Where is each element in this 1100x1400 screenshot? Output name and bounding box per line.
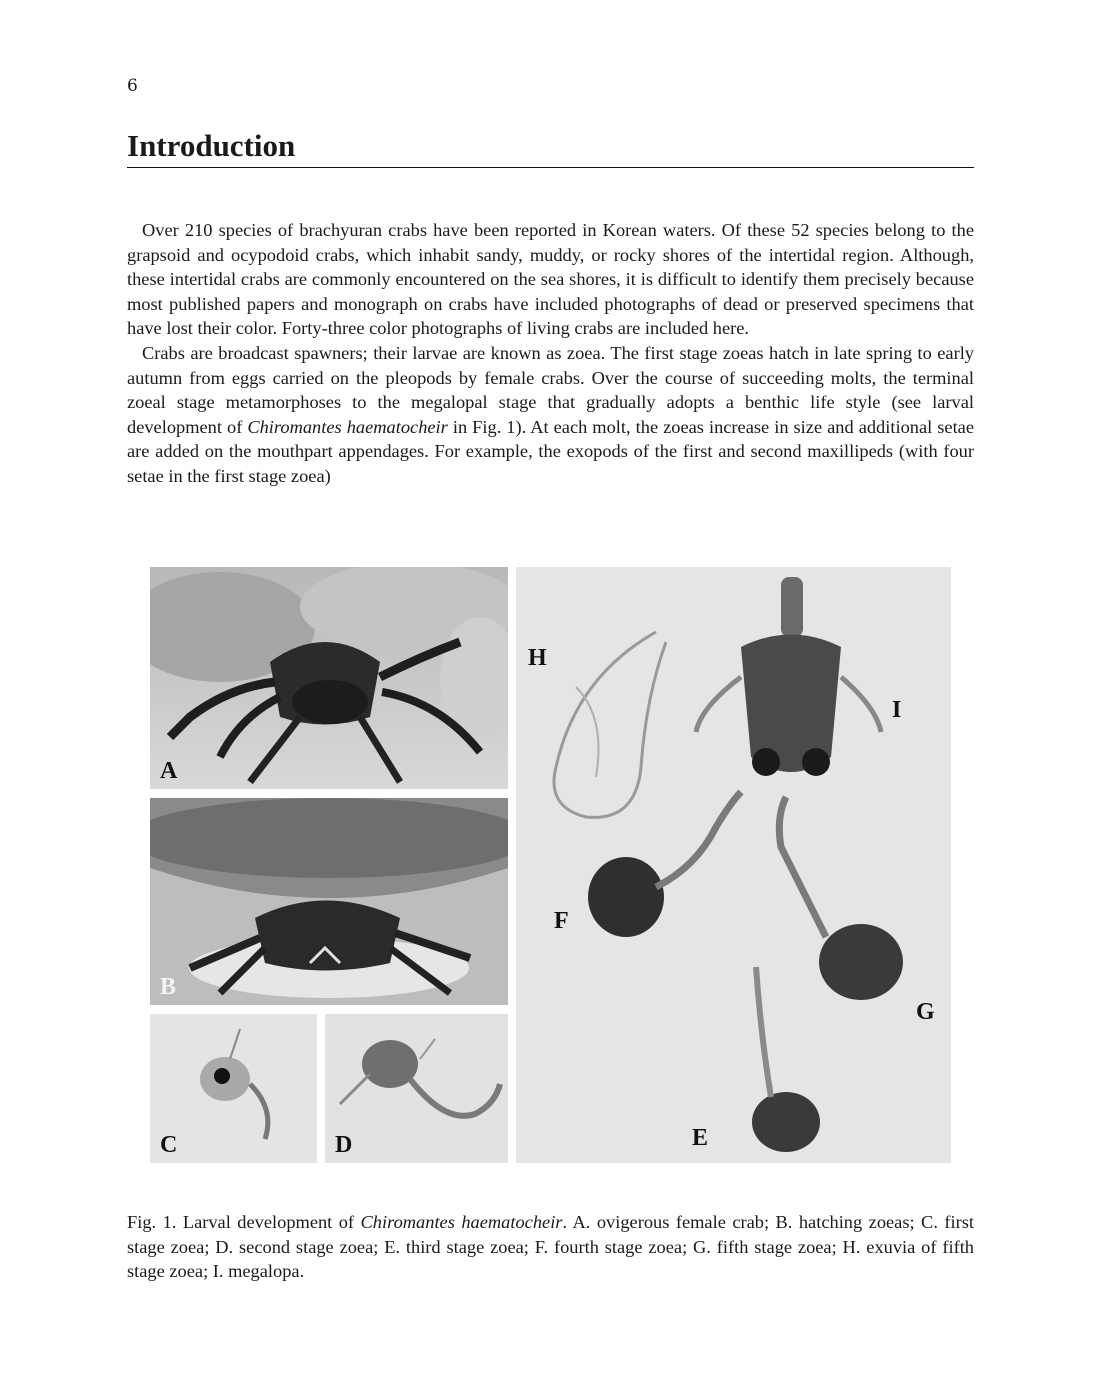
photo-panel-d <box>325 1014 508 1163</box>
zoea-megalopa-photo <box>516 567 951 1163</box>
photo-panel-e-to-i <box>516 567 951 1163</box>
section-title: Introduction <box>127 128 974 168</box>
panel-label-a: A <box>160 758 178 784</box>
caption-text: . A. ovigerous female crab; B. hatching zoeas; C. first stage zoea; D. second stage zoea; E. third stage zoea; F. fourth stage zoea; G. fifth stage zoea; H. exuvia of fifth stage zoea; I. megalopa. <box>127 1212 975 1282</box>
panel-label-i: I <box>892 697 902 723</box>
panel-label-c: C <box>160 1132 178 1158</box>
crab-photo-a <box>150 567 508 789</box>
panel-label-h: H <box>528 645 547 671</box>
panel-label-f: F <box>554 908 569 934</box>
paragraph-2 <box>127 341 974 489</box>
panel-label-d: D <box>335 1132 353 1158</box>
panel-label-g: G <box>916 999 935 1025</box>
body-text <box>127 218 974 489</box>
caption-prefix: Fig. 1. Larval development of <box>127 1212 361 1232</box>
page-number: 6 <box>127 76 138 96</box>
caption-species-name: Chiromantes haematocheir <box>360 1212 563 1232</box>
species-name: Chiromantes haematocheir <box>247 416 448 437</box>
figure-caption <box>127 1210 974 1284</box>
figure-1 <box>150 567 951 1163</box>
panel-label-b: B <box>160 974 177 1000</box>
photo-panel-a <box>150 567 508 789</box>
photo-panel-b <box>150 798 508 1005</box>
paragraph-1: Over 210 species of brachyuran crabs have been reported in Korean waters. Of these 52 species belong to the grapsoid and ocypodoid crabs, which inhabit sandy, muddy, or rocky shores of the intertidal region. Although, these intertidal crabs are commonly encountered on the sea shores, it is difficult to identify them precisely because most published papers and monograph on crabs have included photographs of dead or preserved specimens that have lost their color. Forty-three color photographs of living crabs are included here. <box>127 220 974 339</box>
panel-label-e: E <box>692 1125 709 1151</box>
paragraph-2-end: in Fig. 1). At each molt, the zoeas increase in size and additional setae are added on the mouthpart appendages. For example, the exopods of the first and second maxillipeds (with four setae in the first stage zoea) <box>127 416 975 486</box>
zoea-photo-d <box>325 1014 508 1163</box>
paragraph-2-start: Crabs are broadcast spawners; their larvae are known as zoea. The first stage zoeas hatch in late spring to early autumn from eggs carried on the pleopods by female crabs. Over the course of succeeding molts, the terminal zoeal stage metamorphoses to the megalopal stage that gradually adopts a benthic life style (see larval development of <box>127 342 974 437</box>
photo-panel-c <box>150 1014 317 1163</box>
crab-photo-b <box>150 798 508 1005</box>
